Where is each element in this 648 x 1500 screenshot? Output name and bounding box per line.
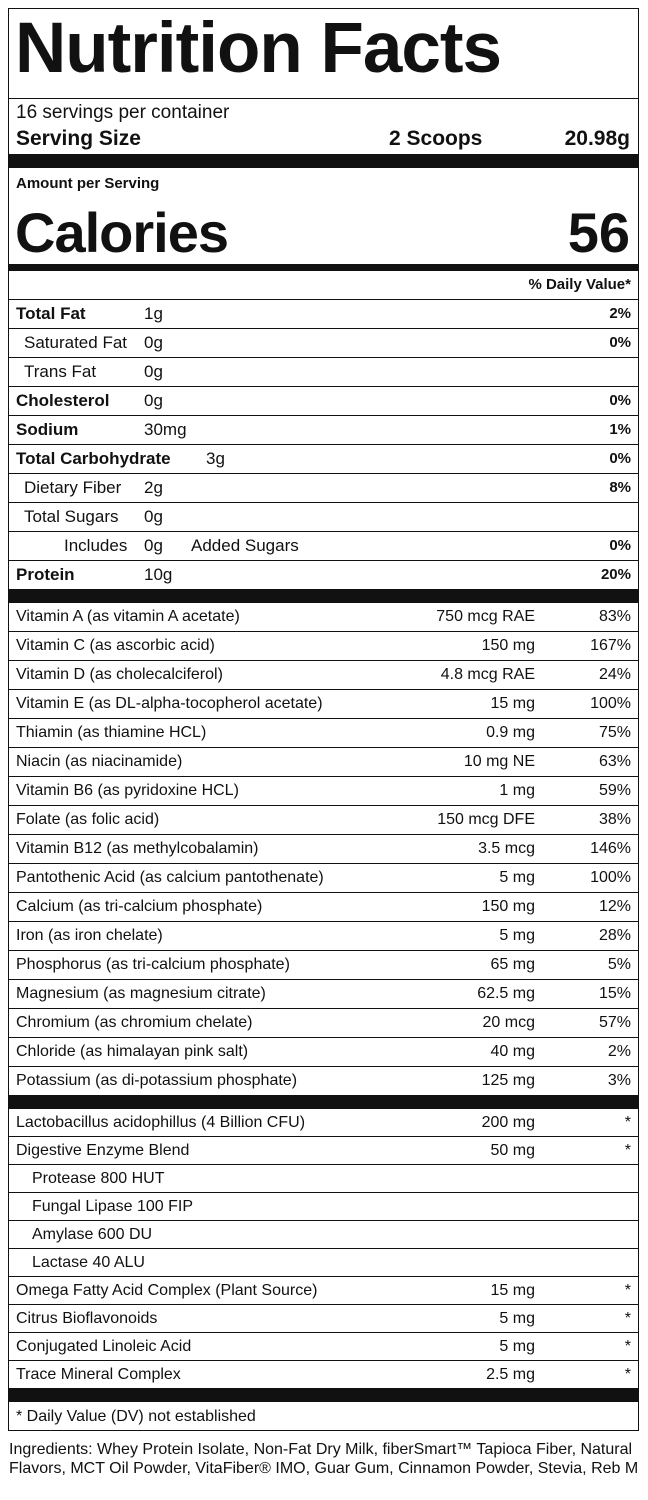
blend-row bbox=[9, 1333, 638, 1361]
nutrient-daily-value: 1% bbox=[609, 421, 631, 438]
thick-divider bbox=[9, 1388, 638, 1402]
vitamin-row bbox=[9, 951, 638, 980]
vitamin-row bbox=[9, 632, 638, 661]
vitamin-row bbox=[9, 806, 638, 835]
nutrient-name: Trans Fat bbox=[24, 362, 97, 381]
blend-daily-value: * bbox=[624, 1338, 631, 1355]
nutrient-name: Saturated Fat bbox=[24, 333, 128, 352]
blend-subitem-name: Lactase 40 ALU bbox=[32, 1254, 145, 1271]
blend-subitem-name: Protease 800 HUT bbox=[32, 1170, 165, 1187]
vitamin-amount: 40 mg bbox=[490, 1043, 535, 1060]
vitamin-name: Vitamin B6 (as pyridoxine HCL) bbox=[16, 782, 239, 799]
nutrient-amount: 10g bbox=[144, 565, 173, 584]
vitamin-row bbox=[9, 835, 638, 864]
vitamin-name: Vitamin E (as DL-alpha-tocopherol acetate) bbox=[16, 695, 323, 712]
nutrient-list bbox=[9, 300, 638, 589]
vitamin-daily-value: 15% bbox=[598, 985, 631, 1002]
vitamin-name: Vitamin B12 (as methylcobalamin) bbox=[16, 840, 259, 857]
vitamin-name: Niacin (as niacinamide) bbox=[16, 753, 183, 770]
nutrient-row bbox=[9, 358, 638, 387]
thick-divider bbox=[9, 154, 638, 168]
blend-name: Digestive Enzyme Blend bbox=[16, 1142, 190, 1159]
nutrient-daily-value: 8% bbox=[609, 479, 631, 496]
blend-row bbox=[9, 1249, 638, 1277]
vitamin-daily-value: 59% bbox=[598, 782, 631, 799]
nutrient-amount: 2g bbox=[144, 478, 163, 497]
blend-amount: 50 mg bbox=[490, 1142, 535, 1159]
vitamin-daily-value: 28% bbox=[598, 927, 631, 944]
vitamin-daily-value: 63% bbox=[598, 753, 631, 770]
vitamin-name: Vitamin D (as cholecalciferol) bbox=[16, 666, 223, 683]
vitamin-amount: 125 mg bbox=[481, 1072, 535, 1089]
vitamin-amount: 5 mg bbox=[499, 869, 535, 886]
nutrient-amount: 0g bbox=[144, 362, 163, 381]
vitamin-amount: 10 mg NE bbox=[463, 753, 535, 770]
blend-amount: 200 mg bbox=[481, 1114, 535, 1131]
thick-divider bbox=[9, 1095, 638, 1109]
vitamin-daily-value: 3% bbox=[607, 1072, 631, 1089]
nutrient-row bbox=[9, 532, 638, 561]
vitamin-list bbox=[9, 603, 638, 1095]
nutrient-row bbox=[9, 445, 638, 474]
nutrient-row bbox=[9, 416, 638, 445]
nutrient-row bbox=[9, 474, 638, 503]
vitamin-daily-value: 24% bbox=[598, 666, 631, 683]
blend-row bbox=[9, 1221, 638, 1249]
vitamin-amount: 1 mg bbox=[499, 782, 535, 799]
vitamin-row bbox=[9, 719, 638, 748]
blend-name: Citrus Bioflavonoids bbox=[16, 1310, 158, 1327]
vitamin-daily-value: 100% bbox=[590, 695, 631, 712]
vitamin-name: Vitamin A (as vitamin A acetate) bbox=[16, 608, 240, 625]
amount-per-serving: Amount per Serving bbox=[16, 175, 160, 192]
nutrient-daily-value: 0% bbox=[609, 537, 631, 554]
nutrient-name: Cholesterol bbox=[16, 391, 110, 410]
calories-row bbox=[9, 196, 638, 264]
vitamin-amount: 150 mg bbox=[481, 898, 535, 915]
vitamin-amount: 62.5 mg bbox=[477, 985, 535, 1002]
blend-list bbox=[9, 1109, 638, 1388]
vitamin-daily-value: 2% bbox=[607, 1043, 631, 1060]
vitamin-name: Pantothenic Acid (as calcium pantothenate) bbox=[16, 869, 324, 886]
nutrient-row bbox=[9, 561, 638, 589]
nutrient-amount: 1g bbox=[144, 304, 163, 323]
vitamin-row bbox=[9, 1038, 638, 1067]
vitamin-amount: 20 mcg bbox=[482, 1014, 535, 1031]
vitamin-amount: 0.9 mg bbox=[486, 724, 535, 741]
vitamin-amount: 150 mcg DFE bbox=[437, 811, 535, 828]
vitamin-amount: 65 mg bbox=[490, 956, 535, 973]
blend-row bbox=[9, 1193, 638, 1221]
vitamin-daily-value: 100% bbox=[590, 869, 631, 886]
ingredients-text: Ingredients: Whey Protein Isolate, Non-Fat Dry Milk, fiberSmart™ Tapioca Fiber, Natural Flavors, MCT Oil Powder, VitaFiber® IMO, Guar Gum, Cinnamon Powder, Stevia, Reb M bbox=[9, 1441, 639, 1477]
blend-row bbox=[9, 1305, 638, 1333]
vitamin-name: Chromium (as chromium chelate) bbox=[16, 1014, 253, 1031]
vitamin-row bbox=[9, 690, 638, 719]
vitamin-row bbox=[9, 980, 638, 1009]
nutrient-name: Protein bbox=[16, 565, 75, 584]
blend-subitem-name: Amylase 600 DU bbox=[32, 1226, 153, 1243]
vitamin-name: Folate (as folic acid) bbox=[16, 811, 160, 828]
nutrient-amount: 0g bbox=[144, 536, 163, 555]
blend-row bbox=[9, 1137, 638, 1165]
blend-amount: 5 mg bbox=[499, 1338, 535, 1355]
vitamin-daily-value: 146% bbox=[590, 840, 631, 857]
blend-row bbox=[9, 1109, 638, 1137]
nutrient-name: Sodium bbox=[16, 420, 79, 439]
nutrient-amount: 30mg bbox=[144, 420, 187, 439]
vitamin-daily-value: 167% bbox=[590, 637, 631, 654]
blend-name: Lactobacillus acidophillus (4 Billion CFU) bbox=[16, 1114, 306, 1131]
nutrient-name: Total Sugars bbox=[24, 507, 119, 526]
nutrient-name: Total Fat bbox=[16, 304, 86, 323]
blend-daily-value: * bbox=[624, 1142, 631, 1159]
servings-per-container: 16 servings per container bbox=[16, 102, 230, 123]
vitamin-daily-value: 38% bbox=[598, 811, 631, 828]
nutrient-name: Includes bbox=[64, 536, 128, 555]
vitamin-daily-value: 75% bbox=[598, 724, 631, 741]
nutrient-row bbox=[9, 300, 638, 329]
blend-subitem-name: Fungal Lipase 100 FIP bbox=[32, 1198, 193, 1215]
blend-daily-value: * bbox=[624, 1282, 631, 1299]
dv-note: * Daily Value (DV) not established bbox=[16, 1408, 256, 1425]
vitamin-name: Calcium (as tri-calcium phosphate) bbox=[16, 898, 263, 915]
nutrition-facts-panel bbox=[9, 10, 638, 1429]
blend-amount: 5 mg bbox=[499, 1310, 535, 1327]
nutrient-row bbox=[9, 329, 638, 358]
blend-daily-value: * bbox=[624, 1114, 631, 1131]
serving-size-scoops: 2 Scoops bbox=[389, 127, 483, 150]
blend-amount: 15 mg bbox=[490, 1282, 535, 1299]
serving-size-label: Serving Size bbox=[16, 127, 141, 150]
nutrient-daily-value: 0% bbox=[609, 334, 631, 351]
blend-amount: 2.5 mg bbox=[486, 1366, 535, 1383]
daily-value-header: % Daily Value* bbox=[9, 271, 638, 300]
vitamin-row bbox=[9, 864, 638, 893]
vitamin-amount: 5 mg bbox=[499, 927, 535, 944]
vitamin-row bbox=[9, 922, 638, 951]
vitamin-daily-value: 83% bbox=[598, 608, 631, 625]
serving-size-row bbox=[9, 125, 638, 154]
vitamin-daily-value: 5% bbox=[607, 956, 631, 973]
vitamin-amount: 750 mcg RAE bbox=[436, 608, 535, 625]
nutrient-row bbox=[9, 503, 638, 532]
nutrient-daily-value: 0% bbox=[609, 450, 631, 467]
vitamin-amount: 3.5 mcg bbox=[478, 840, 535, 857]
serving-size-grams: 20.98g bbox=[564, 127, 630, 150]
nutrient-amount: 0g bbox=[144, 507, 163, 526]
blend-daily-value: * bbox=[624, 1310, 631, 1327]
vitamin-daily-value: 12% bbox=[598, 898, 631, 915]
nutrient-amount: 3g bbox=[206, 449, 225, 468]
blend-daily-value: * bbox=[624, 1366, 631, 1383]
blend-row bbox=[9, 1361, 638, 1388]
vitamin-amount: 15 mg bbox=[490, 695, 535, 712]
vitamin-row bbox=[9, 603, 638, 632]
nutrient-amount: 0g bbox=[144, 333, 163, 352]
calories-value: 56 bbox=[567, 201, 630, 264]
medium-divider bbox=[9, 264, 638, 271]
vitamin-name: Chloride (as himalayan pink salt) bbox=[16, 1043, 249, 1060]
vitamin-daily-value: 57% bbox=[598, 1014, 631, 1031]
vitamin-name: Thiamin (as thiamine HCL) bbox=[16, 724, 207, 741]
nutrient-name: Dietary Fiber bbox=[24, 478, 122, 497]
nutrient-name: Total Carbohydrate bbox=[16, 449, 171, 468]
blend-name: Conjugated Linoleic Acid bbox=[16, 1338, 192, 1355]
nutrient-daily-value: 2% bbox=[609, 305, 631, 322]
vitamin-amount: 150 mg bbox=[481, 637, 535, 654]
calories-label: Calories bbox=[15, 201, 228, 264]
vitamin-name: Magnesium (as magnesium citrate) bbox=[16, 985, 266, 1002]
vitamin-name: Potassium (as di-potassium phosphate) bbox=[16, 1072, 298, 1089]
vitamin-row bbox=[9, 1067, 638, 1095]
vitamin-row bbox=[9, 893, 638, 922]
vitamin-name: Vitamin C (as ascorbic acid) bbox=[16, 637, 215, 654]
blend-name: Trace Mineral Complex bbox=[16, 1366, 181, 1383]
vitamin-name: Phosphorus (as tri-calcium phosphate) bbox=[16, 956, 290, 973]
label-title: Nutrition Facts bbox=[15, 9, 501, 88]
vitamin-row bbox=[9, 661, 638, 690]
nutrient-daily-value: 0% bbox=[609, 392, 631, 409]
thick-divider bbox=[9, 589, 638, 603]
nutrient-daily-value: 20% bbox=[600, 566, 631, 583]
vitamin-name: Iron (as iron chelate) bbox=[16, 927, 163, 944]
blend-row bbox=[9, 1277, 638, 1305]
vitamin-row bbox=[9, 1009, 638, 1038]
blend-row bbox=[9, 1165, 638, 1193]
vitamin-amount: 4.8 mcg RAE bbox=[440, 666, 535, 683]
vitamin-row bbox=[9, 748, 638, 777]
nutrient-row bbox=[9, 387, 638, 416]
nutrient-amount: 0g bbox=[144, 391, 163, 410]
vitamin-row bbox=[9, 777, 638, 806]
nutrient-extra: Added Sugars bbox=[191, 536, 299, 555]
blend-name: Omega Fatty Acid Complex (Plant Source) bbox=[16, 1282, 318, 1299]
